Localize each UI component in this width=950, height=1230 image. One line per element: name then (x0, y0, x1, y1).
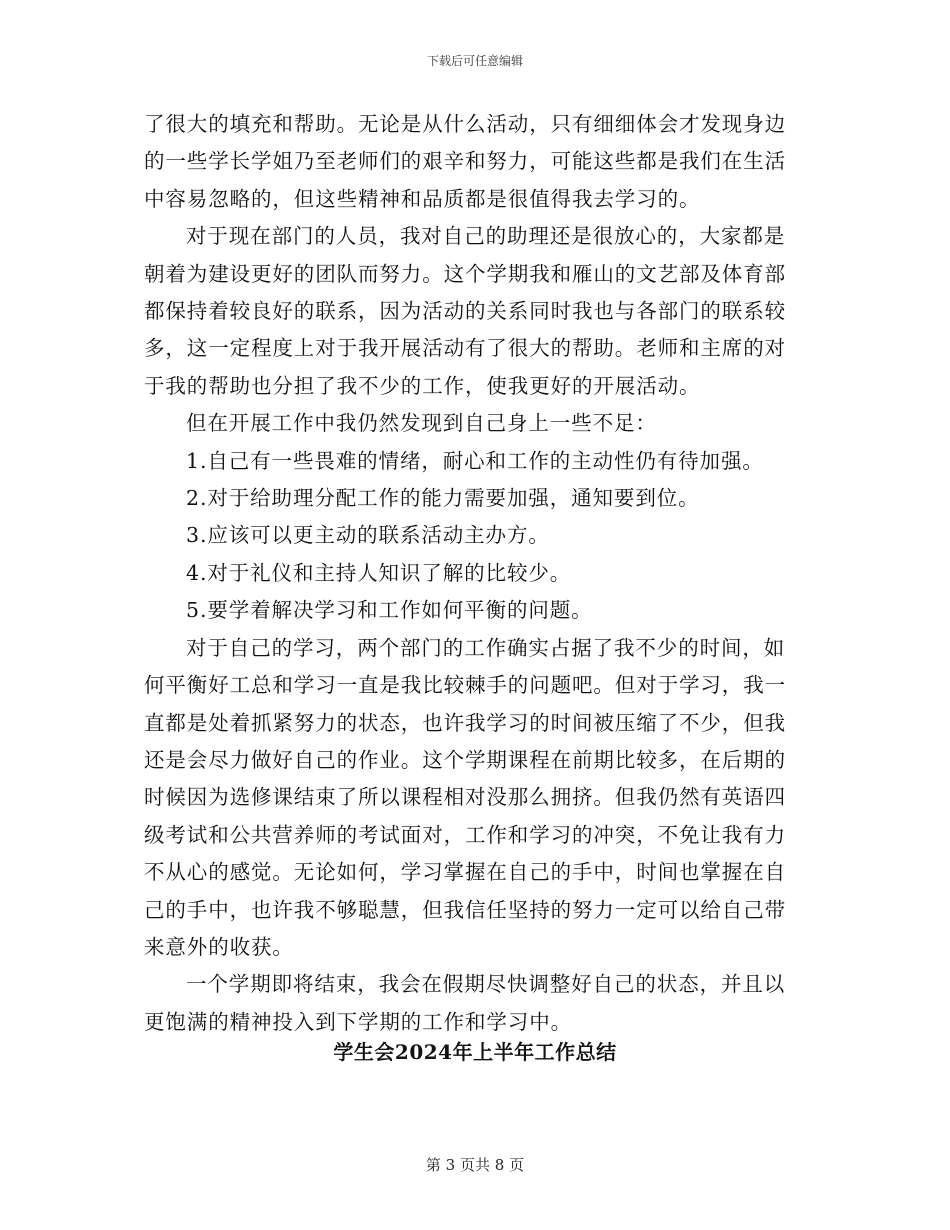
body-line: 都保持着较良好的联系，因为活动的关系同时我也与各部门的联系较 (144, 299, 786, 324)
body-line: 己的手中，也许我不够聪慧，但我信任坚持的努力一定可以给自己带 (144, 897, 786, 922)
section-title: 学生会2024年上半年工作总结 (333, 1040, 617, 1064)
body-line: 级考试和公共营养师的考试面对，工作和学习的冲突，不免让我有力 (144, 822, 786, 847)
body-line: 多，这一定程度上对于我开展活动有了很大的帮助。老师和主席的对 (144, 336, 786, 361)
page-header: 下载后可任意编辑 (426, 54, 523, 68)
body-line: 中容易忽略的，但这些精神和品质都是很值得我去学习的。 (144, 186, 701, 211)
body-line: 对于现在部门的人员，我对自己的助理还是很放心的，大家都是 (186, 224, 786, 249)
list-item: 1.自己有一些畏难的情绪，耐心和工作的主动性仍有待加强。 (186, 448, 764, 473)
body-line: 了很大的填充和帮助。无论是从什么活动，只有细细体会才发现身边 (144, 112, 786, 136)
body-line: 时候因为选修课结束了所以课程相对没那么拥挤。但我仍然有英语四 (144, 785, 786, 810)
list-item: 2.对于给助理分配工作的能力需要加强，通知要到位。 (186, 486, 700, 511)
list-item: 4.对于礼仪和主持人知识了解的比较少。 (186, 560, 572, 585)
body-line: 于我的帮助也分担了我不少的工作，使我更好的开展活动。 (144, 373, 701, 398)
page-footer: 第 3 页共 8 页 (425, 1156, 525, 1174)
body-line: 何平衡好工总和学习一直是我比较棘手的问题吧。但对于学习，我一 (144, 673, 786, 698)
body-line: 还是会尽力做好自己的作业。这个学期课程在前期比较多，在后期的 (144, 747, 786, 772)
list-item: 3.应该可以更主动的联系活动主办方。 (186, 523, 550, 548)
body-line: 直都是处着抓紧努力的状态，也许我学习的时间被压缩了不少，但我 (144, 710, 786, 735)
body-line: 但在开展工作中我仍然发现到自己身上一些不足： (186, 411, 657, 436)
document-body (144, 106, 804, 1041)
body-line: 对于自己的学习，两个部门的工作确实占据了我不少的时间，如 (186, 635, 786, 660)
body-line: 朝着为建设更好的团队而努力。这个学期我和雁山的文艺部及体育部 (144, 261, 786, 286)
body-line: 来意外的收获。 (144, 934, 294, 959)
body-line: 的一些学长学姐乃至老师们的艰辛和努力，可能这些都是我们在生活 (144, 149, 786, 174)
body-line: 不从心的感觉。无论如何，学习掌握在自己的手中，时间也掌握在自 (144, 860, 786, 885)
list-item: 5.要学着解决学习和工作如何平衡的问题。 (186, 598, 593, 623)
body-line: 一个学期即将结束，我会在假期尽快调整好自己的状态，并且以 (186, 972, 786, 997)
body-line: 更饱满的精神投入到下学期的工作和学习中。 (144, 1009, 572, 1034)
